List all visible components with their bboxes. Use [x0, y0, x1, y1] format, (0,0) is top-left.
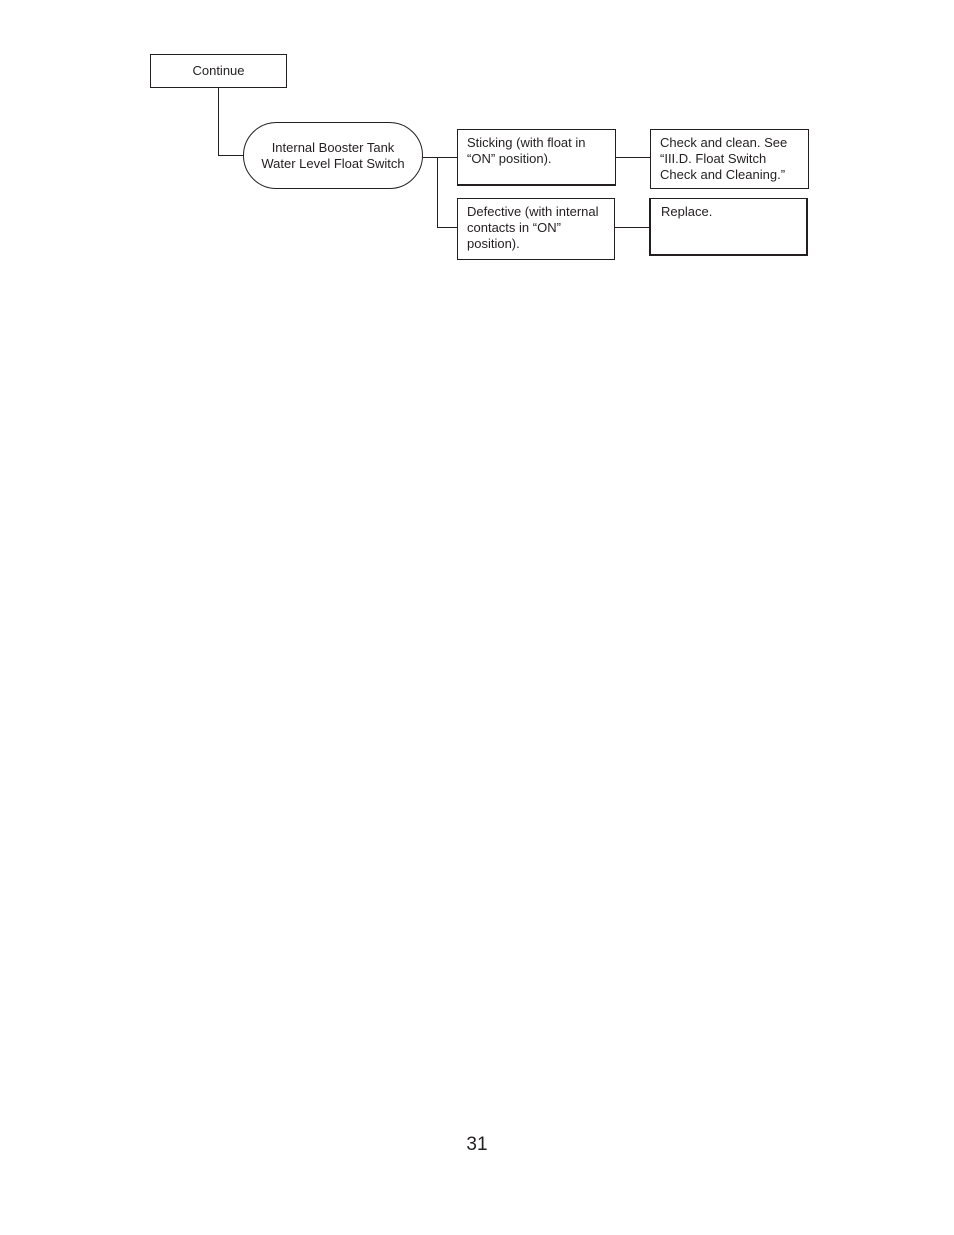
action-box	[650, 129, 809, 189]
action-box	[649, 198, 808, 256]
component-node	[243, 122, 423, 189]
connector-continue-to-component	[219, 88, 244, 156]
component-label: Internal Booster Tank Water Level Float Switch	[261, 139, 405, 171]
page-number: 31	[466, 1134, 488, 1155]
cause-box	[457, 198, 615, 260]
cause-label: Sticking (with float in “ON” position).	[467, 135, 586, 166]
cause-label: Defective (with internal contacts in “ON” position).	[467, 204, 599, 251]
connector-trunk-to-cause-2	[438, 158, 458, 228]
action-label: Replace.	[661, 204, 713, 219]
continue-box	[150, 54, 287, 88]
cause-box	[457, 129, 616, 186]
action-label: Check and clean. See “III.D. Float Switch Check and Cleaning.”	[660, 135, 788, 182]
continue-label: Continue	[192, 63, 245, 78]
